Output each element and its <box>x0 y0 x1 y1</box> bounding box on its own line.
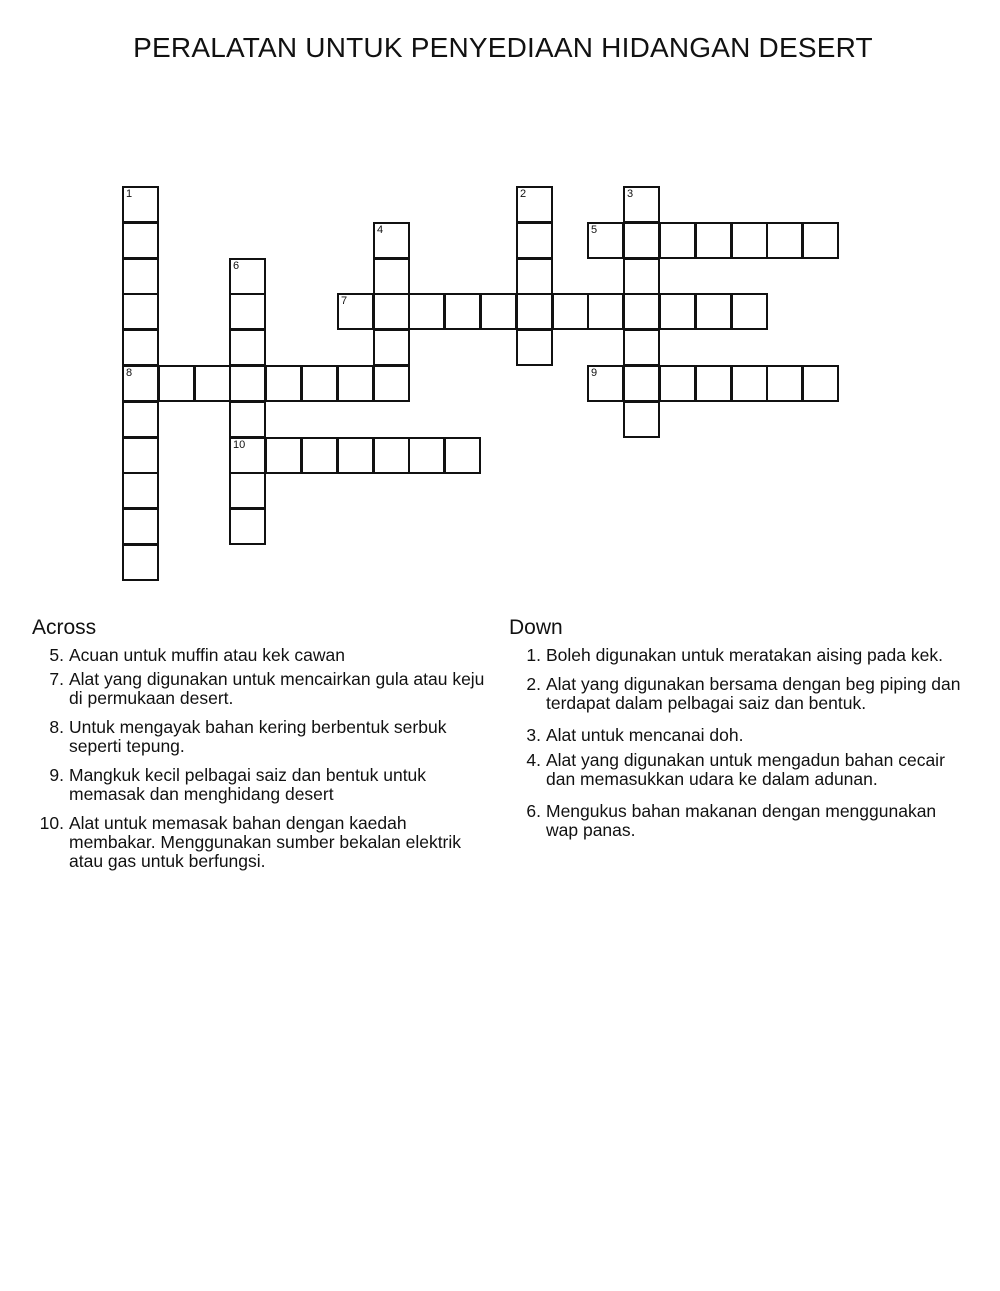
crossword-cell[interactable] <box>731 222 768 259</box>
clue-text: Acuan untuk muffin atau kek cawan <box>69 645 345 665</box>
crossword-cell[interactable] <box>623 365 660 402</box>
clue-number: 8. <box>49 717 64 737</box>
crossword-cell[interactable] <box>158 365 195 402</box>
clue-down-4 <box>509 751 969 789</box>
crossword-cell[interactable] <box>731 293 768 330</box>
clue-number-label: 1 <box>126 188 133 200</box>
crossword-cell[interactable] <box>122 544 159 581</box>
crossword-cell[interactable] <box>480 293 517 330</box>
clue-number: 6. <box>526 801 541 821</box>
crossword-cell[interactable] <box>122 437 159 474</box>
clue-down-6 <box>509 802 969 840</box>
clue-text: Untuk mengayak bahan kering berbentuk serbuk seperti tepung. <box>69 717 447 756</box>
crossword-cell[interactable] <box>587 293 624 330</box>
clue-text: Boleh digunakan untuk meratakan aising pada kek. <box>546 645 943 665</box>
page-title: PERALATAN UNTUK PENYEDIAAN HIDANGAN DESERT <box>133 32 873 63</box>
crossword-cell[interactable] <box>516 222 553 259</box>
crossword-cell[interactable] <box>122 258 159 295</box>
clue-number-label: 10 <box>233 439 246 451</box>
crossword-cell[interactable] <box>659 365 696 402</box>
crossword-cell[interactable] <box>373 437 410 474</box>
crossword-cell[interactable] <box>229 508 266 545</box>
clue-number: 5. <box>49 645 64 665</box>
clue-number: 2. <box>526 674 541 694</box>
clue-number: 3. <box>526 725 541 745</box>
clue-text: Mengukus bahan makanan dengan menggunakan wap panas. <box>546 801 937 840</box>
clue-number: 9. <box>49 765 64 785</box>
clue-across-7 <box>32 670 492 708</box>
crossword-cell[interactable] <box>408 293 445 330</box>
crossword-cell[interactable] <box>516 186 553 223</box>
clue-text: Alat untuk mencanai doh. <box>546 725 744 745</box>
crossword-cell[interactable] <box>408 437 445 474</box>
clue-down-2 <box>509 675 969 713</box>
crossword-cell[interactable] <box>516 329 553 366</box>
crossword-cell[interactable] <box>122 365 159 402</box>
crossword-cell[interactable] <box>516 293 553 330</box>
crossword-cell[interactable] <box>122 293 159 330</box>
clue-across-10 <box>32 814 492 871</box>
crossword-cell[interactable] <box>659 222 696 259</box>
crossword-cell[interactable] <box>659 293 696 330</box>
crossword-cell[interactable] <box>623 401 660 438</box>
crossword-cell[interactable] <box>122 186 159 223</box>
crossword-cell[interactable] <box>229 258 266 295</box>
crossword-cell[interactable] <box>301 365 338 402</box>
down-clues <box>509 616 969 840</box>
clue-across-8 <box>32 718 492 756</box>
crossword-cell[interactable] <box>301 437 338 474</box>
clue-down-3 <box>509 726 969 745</box>
crossword-cell[interactable] <box>229 437 266 474</box>
crossword-cell[interactable] <box>444 437 481 474</box>
crossword-cell[interactable] <box>229 472 266 509</box>
clue-number-label: 2 <box>520 188 527 200</box>
clue-text: Alat yang digunakan untuk mencairkan gula atau keju di permukaan desert. <box>69 669 485 708</box>
crossword-cell[interactable] <box>122 508 159 545</box>
crossword-cell[interactable] <box>587 365 624 402</box>
crossword-cell[interactable] <box>444 293 481 330</box>
crossword-cell[interactable] <box>265 437 302 474</box>
crossword-cell[interactable] <box>695 365 732 402</box>
clue-text: Mangkuk kecil pelbagai saiz dan bentuk untuk memasak dan menghidang desert <box>69 765 427 804</box>
crossword-cell[interactable] <box>623 186 660 223</box>
clue-number: 4. <box>526 750 541 770</box>
crossword-cell[interactable] <box>373 293 410 330</box>
crossword-cell[interactable] <box>695 293 732 330</box>
clue-number-label: 6 <box>233 260 240 272</box>
crossword-cell[interactable] <box>337 293 374 330</box>
clue-number: 10. <box>39 813 64 833</box>
crossword-cell[interactable] <box>194 365 231 402</box>
clue-across-5 <box>32 646 492 665</box>
crossword-cell[interactable] <box>122 222 159 259</box>
crossword-cell[interactable] <box>587 222 624 259</box>
clue-text: Alat yang digunakan untuk mengadun bahan cecair dan memasukkan udara ke dalam adunan. <box>546 750 945 789</box>
crossword-cell[interactable] <box>373 329 410 366</box>
crossword-cell[interactable] <box>552 293 589 330</box>
clue-number-label: 7 <box>341 295 348 307</box>
crossword-cell[interactable] <box>122 329 159 366</box>
clue-text: Alat yang digunakan bersama dengan beg piping dan terdapat dalam pelbagai saiz dan bentuk. <box>546 674 961 713</box>
crossword-cell[interactable] <box>265 365 302 402</box>
crossword-cell[interactable] <box>731 365 768 402</box>
crossword-cell[interactable] <box>516 258 553 295</box>
crossword-cell[interactable] <box>122 401 159 438</box>
crossword-cell[interactable] <box>373 222 410 259</box>
clue-number-label: 4 <box>377 224 384 236</box>
crossword-cell[interactable] <box>623 222 660 259</box>
clue-number-label: 5 <box>591 224 598 236</box>
across-clues <box>32 616 492 871</box>
crossword-cell[interactable] <box>229 365 266 402</box>
crossword-cell[interactable] <box>623 258 660 295</box>
crossword-cell[interactable] <box>623 329 660 366</box>
crossword-cell[interactable] <box>766 222 803 259</box>
crossword-cell[interactable] <box>229 293 266 330</box>
crossword-cell[interactable] <box>373 365 410 402</box>
crossword-cell[interactable] <box>122 472 159 509</box>
clue-number-label: 9 <box>591 367 598 379</box>
crossword-cell[interactable] <box>229 329 266 366</box>
crossword-cell[interactable] <box>802 222 839 259</box>
crossword-cell[interactable] <box>766 365 803 402</box>
across-heading: Across <box>32 616 97 639</box>
clue-across-9 <box>32 766 492 804</box>
clue-number-label: 3 <box>627 188 634 200</box>
down-heading: Down <box>509 616 563 639</box>
crossword-cell[interactable] <box>373 258 410 295</box>
crossword-cell[interactable] <box>695 222 732 259</box>
clue-down-1 <box>509 646 969 665</box>
crossword-cell[interactable] <box>337 365 374 402</box>
clue-number: 7. <box>49 669 64 689</box>
clue-number-label: 8 <box>126 367 133 379</box>
crossword-grid <box>122 186 842 586</box>
crossword-cell[interactable] <box>623 293 660 330</box>
clue-number: 1. <box>526 645 541 665</box>
crossword-cell[interactable] <box>337 437 374 474</box>
clue-text: Alat untuk memasak bahan dengan kaedah membakar. Menggunakan sumber bekalan elektrik atau gas untuk berfungsi. <box>69 813 462 871</box>
crossword-cell[interactable] <box>229 401 266 438</box>
crossword-cell[interactable] <box>802 365 839 402</box>
